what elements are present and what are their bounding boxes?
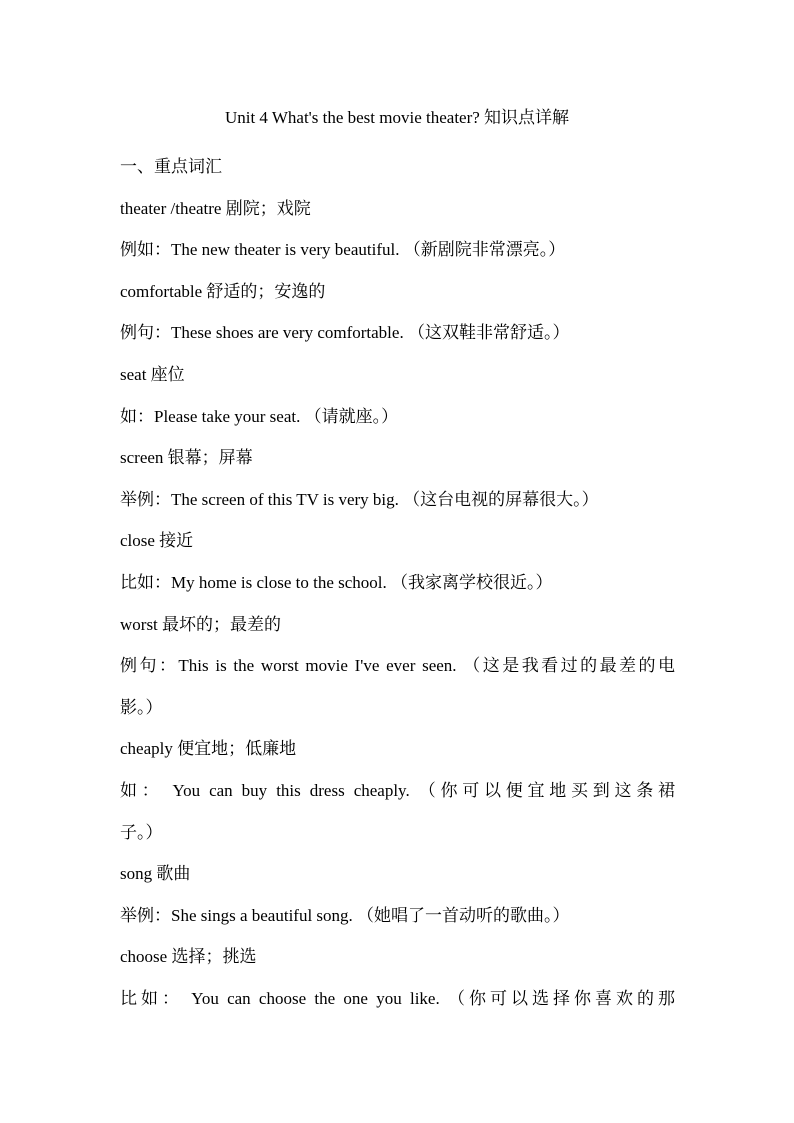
vocab-term: close 接近 xyxy=(120,531,194,551)
example-sentence: 例句：These shoes are very comfortable. （这双鞋非常舒适。） xyxy=(120,323,570,343)
example-sentence: 如： You can buy this dress cheaply. （你可以便宜地买到这条裙 xyxy=(120,780,675,800)
vocab-term: cheaply 便宜地；低廉地 xyxy=(120,739,297,759)
example-sentence: 例句：This is the worst movie I've ever seen. （这是我看过的最差的电 xyxy=(120,656,675,676)
vocab-term: song 歌曲 xyxy=(120,864,191,884)
vocab-term: worst 最坏的；最差的 xyxy=(120,614,282,634)
example-sentence: 如：Please take your seat. （请就座。） xyxy=(120,406,399,426)
example-sentence: 举例：She sings a beautiful song. （她唱了一首动听的歌曲。） xyxy=(120,905,570,925)
section-heading: 一、重点词汇 xyxy=(120,157,222,176)
vocab-term: theater /theatre 剧院；戏院 xyxy=(120,198,311,218)
example-sentence-continued: 影。） xyxy=(120,697,163,717)
vocab-term: seat 座位 xyxy=(120,364,185,384)
vocab-term: choose 选择；挑选 xyxy=(120,947,257,967)
document-title: Unit 4 What's the best movie theater? 知识点详解 xyxy=(224,108,570,127)
example-sentence: 例如：The new theater is very beautiful. （新剧院非常漂亮。） xyxy=(120,240,566,260)
example-sentence: 比如： You can choose the one you like. （你可以选择你喜欢的那 xyxy=(120,988,675,1008)
vocab-term: comfortable 舒适的；安逸的 xyxy=(120,281,326,301)
document-body xyxy=(120,146,675,1019)
example-sentence: 举例：The screen of this TV is very big. （这台电视的屏幕很大。） xyxy=(120,489,599,509)
example-sentence: 比如：My home is close to the school. （我家离学校很近。） xyxy=(120,572,553,592)
example-sentence-continued: 子。） xyxy=(120,822,163,842)
vocab-term: screen 银幕；屏幕 xyxy=(120,448,253,468)
